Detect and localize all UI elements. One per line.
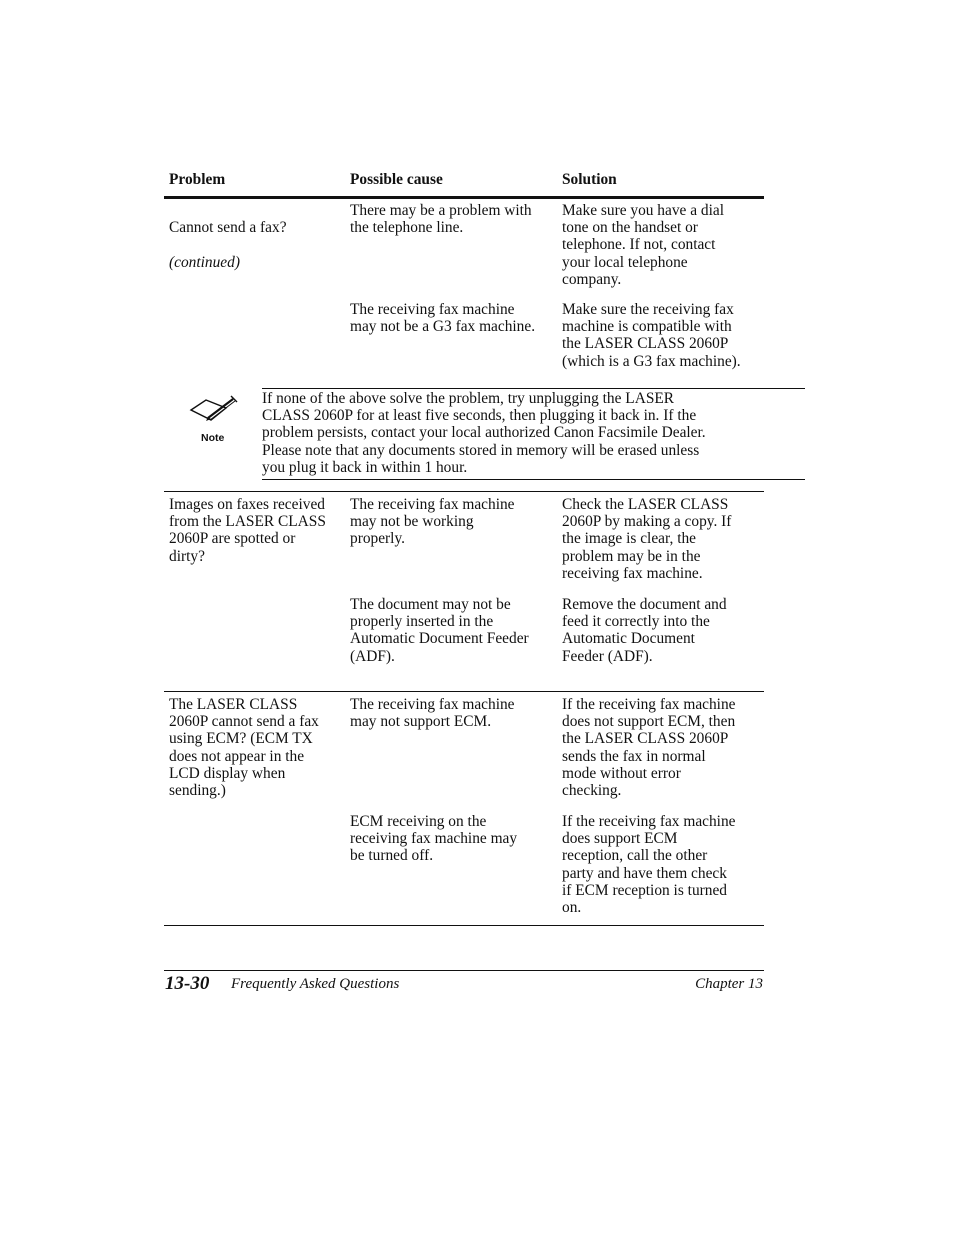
solution-refeed-document: Remove the document and feed it correctly into the Automatic Document Feeder (ADF). bbox=[562, 596, 727, 665]
solution-make-copy: Check the LASER CLASS 2060P by making a copy. If the image is clear, the problem may be in the receiving fax machine. bbox=[562, 496, 732, 582]
solution-check-ecm: If the receiving fax machine does support ECM reception, call the other party and have them check if ECM reception is turned on. bbox=[562, 813, 736, 917]
footer-rule bbox=[164, 970, 764, 971]
note-text: If none of the above solve the problem, try unplugging the LASER CLASS 2060P for at least five seconds, then plugging it back in. If the problem persists, contact your local authorized Canon Facsimile Dealer. Please note that any documents stored in memory will be erased unless you plug it back in within 1 hour. bbox=[262, 390, 706, 476]
problem-cannot-send bbox=[169, 202, 344, 288]
note-icon-block bbox=[188, 394, 240, 446]
solution-g3-compatible: Make sure the receiving fax machine is compatible with the LASER CLASS 2060P (which is a G3 fax machine). bbox=[562, 301, 741, 370]
problem-spotted-images: Images on faxes received from the LASER CLASS 2060P are spotted or dirty? bbox=[169, 496, 326, 565]
note-bottom-rule bbox=[262, 479, 805, 480]
cause-not-working: The receiving fax machine may not be working properly. bbox=[350, 496, 515, 548]
problem-ecm: The LASER CLASS 2060P cannot send a fax using ECM? (ECM TX does not appear in the LCD display when sending.) bbox=[169, 696, 319, 800]
note-top-rule bbox=[262, 388, 805, 389]
note-pencil-icon bbox=[188, 394, 240, 434]
cause-ecm-turned-off: ECM receiving on the receiving fax machine may be turned off. bbox=[350, 813, 518, 865]
cause-not-g3: The receiving fax machine may not be a G3 fax machine. bbox=[350, 301, 536, 336]
solution-dial-tone: Make sure you have a dial tone on the handset or telephone. If not, contact your local telephone company. bbox=[562, 202, 724, 288]
footer-chapter: Chapter 13 bbox=[695, 976, 763, 992]
header-divider bbox=[164, 196, 764, 199]
solution-normal-mode: If the receiving fax machine does not support ECM, then the LASER CLASS 2060P sends the fax in normal mode without error checking. bbox=[562, 696, 736, 800]
cause-telephone-line: There may be a problem with the telephone line. bbox=[350, 202, 532, 237]
cause-adf-inserted: The document may not be properly inserted in the Automatic Document Feeder (ADF). bbox=[350, 596, 529, 665]
header-possible-cause: Possible cause bbox=[350, 171, 443, 188]
header-problem: Problem bbox=[169, 171, 226, 188]
cause-no-ecm-support: The receiving fax machine may not support ECM. bbox=[350, 696, 515, 731]
table-bottom-rule bbox=[164, 925, 764, 926]
footer-section-title: Frequently Asked Questions bbox=[231, 976, 400, 992]
section3-divider bbox=[164, 691, 764, 692]
problem-text: Cannot send a fax? bbox=[169, 219, 287, 237]
problem-continued: (continued) bbox=[169, 253, 240, 271]
header-solution: Solution bbox=[562, 171, 617, 188]
section2-divider bbox=[164, 491, 764, 492]
page-number: 13-30 bbox=[165, 973, 210, 994]
note-label: Note bbox=[201, 432, 225, 444]
